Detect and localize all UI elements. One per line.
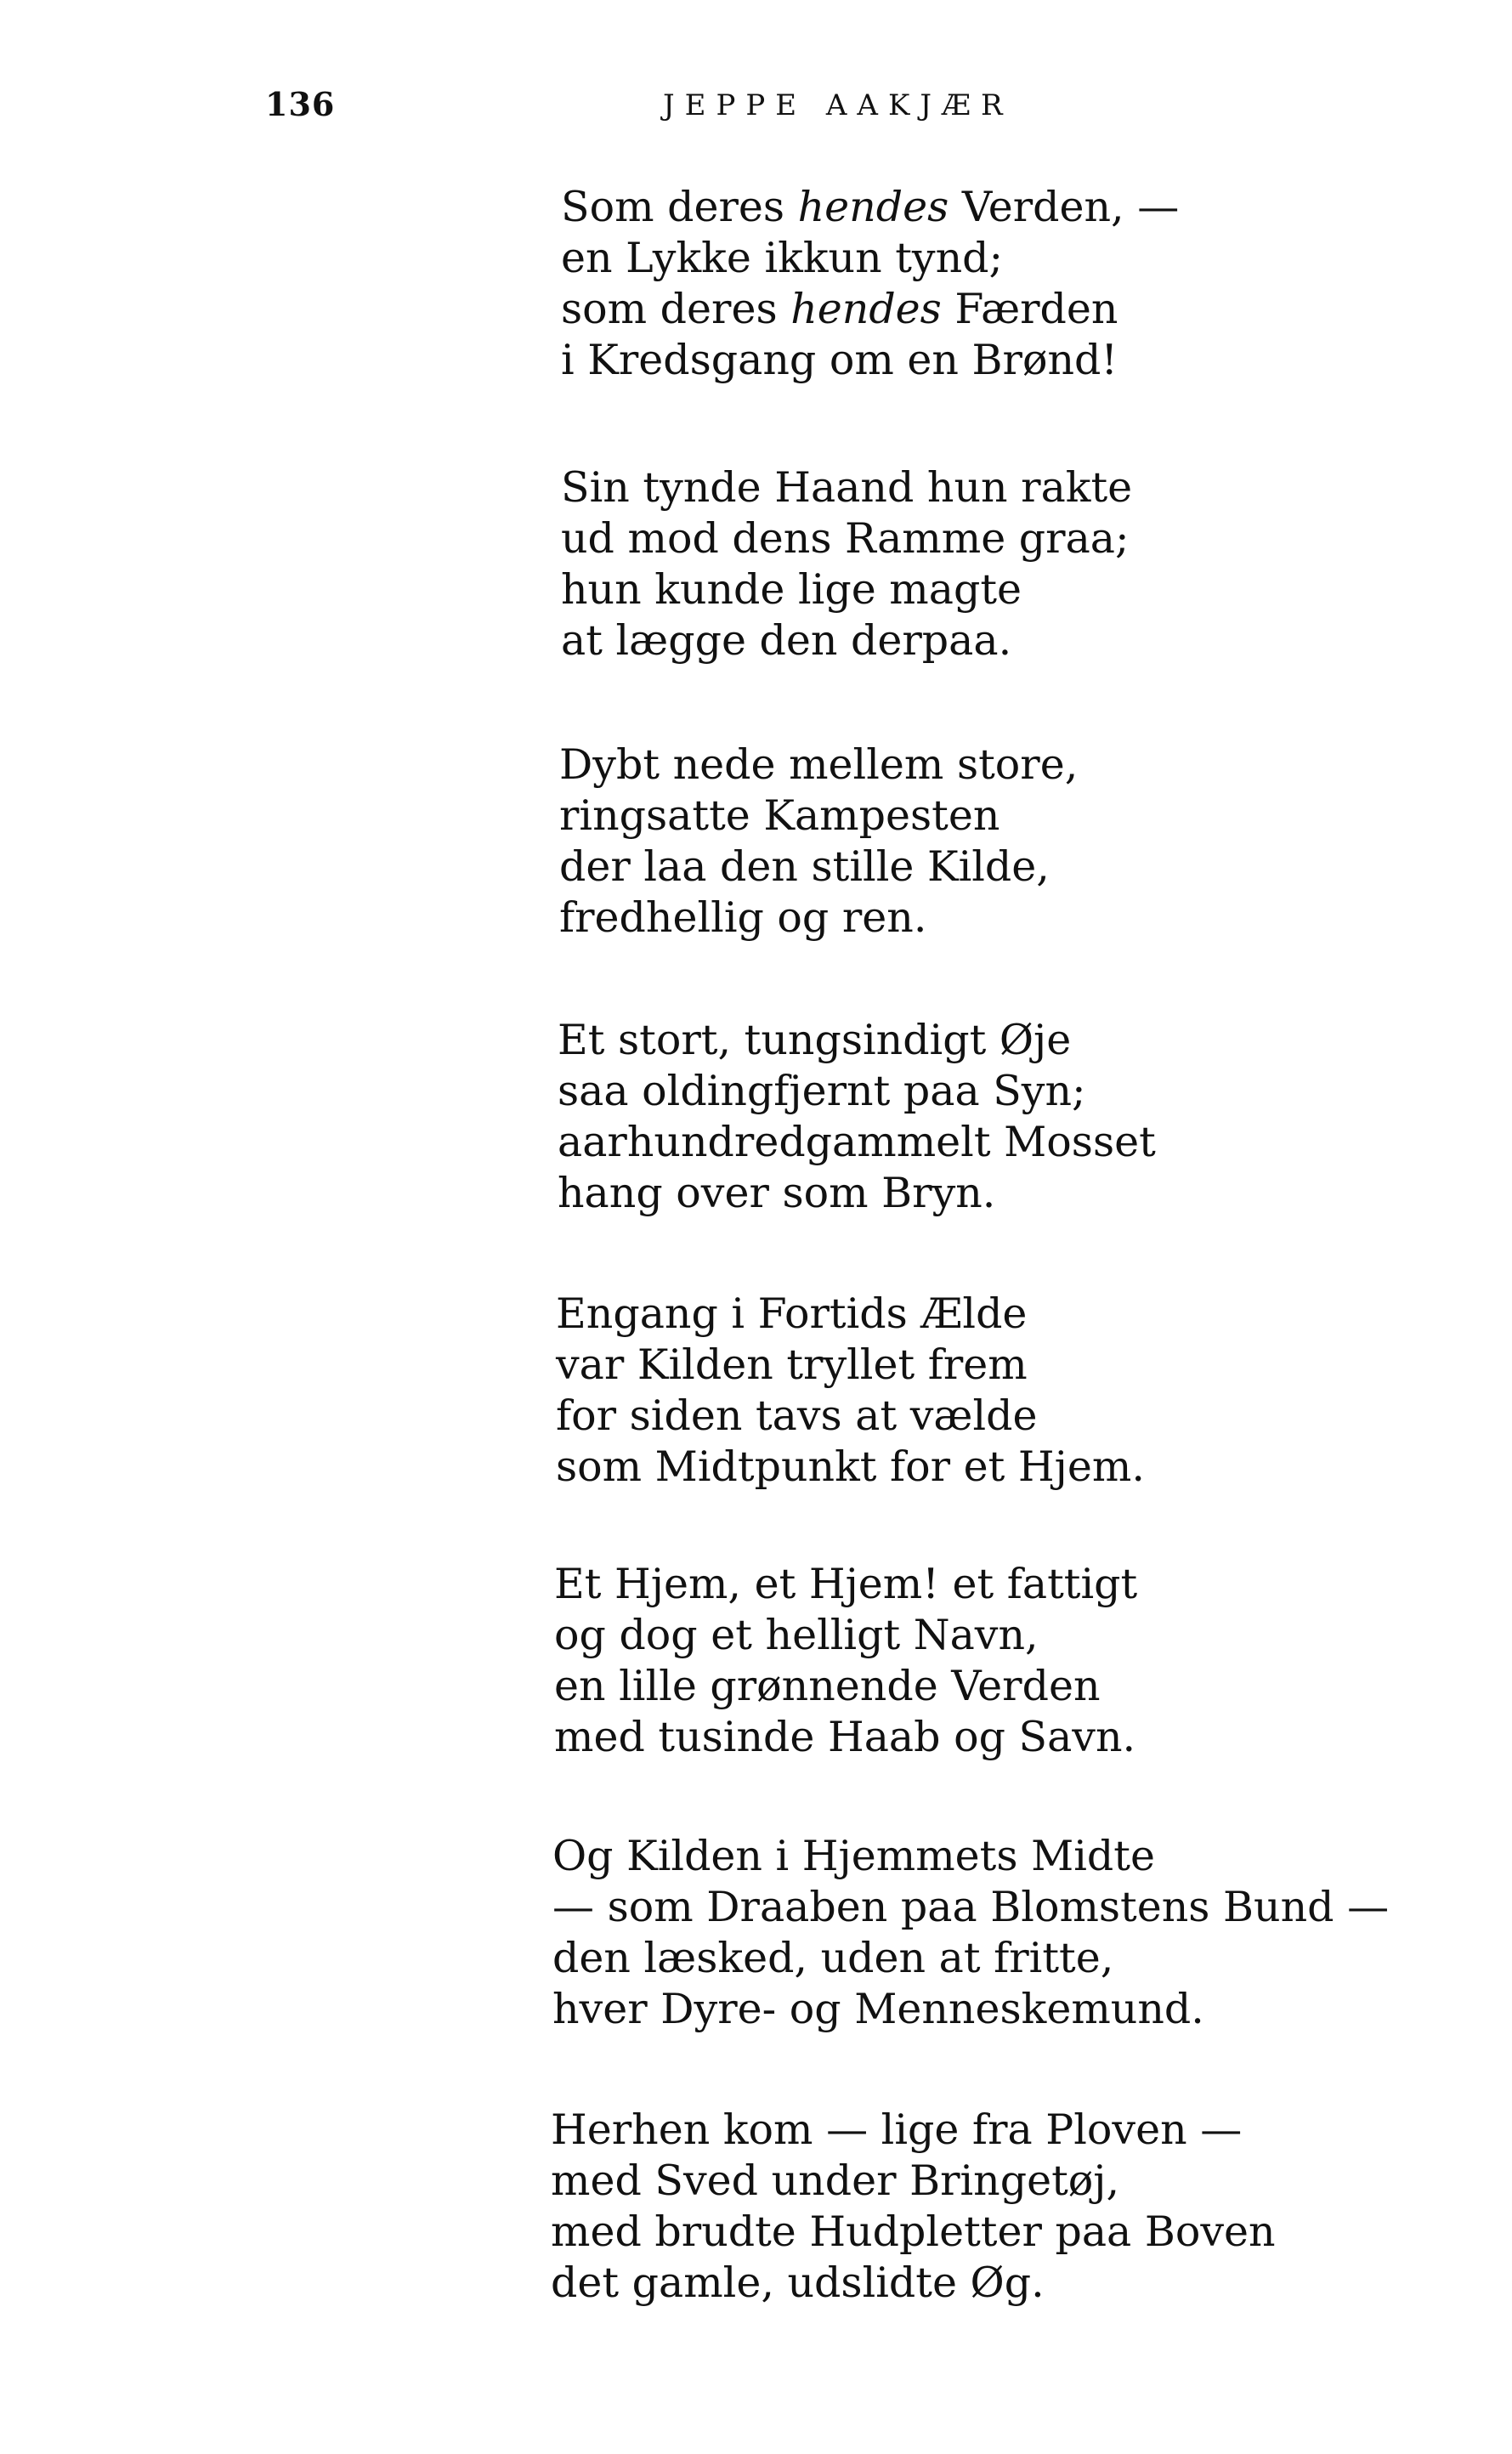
poem-line: Og Kilden i Hjemmets Midte (552, 1832, 1155, 1880)
poem-line: — som Draaben paa Blomstens Bund — (552, 1883, 1390, 1931)
poem-line: Et Hjem, et Hjem! et fattigt (554, 1560, 1138, 1608)
poem-line: Som deres hendes Verden, — (561, 183, 1180, 231)
stanza (561, 462, 1132, 666)
poem-line: at lægge den derpaa. (561, 616, 1012, 665)
poem-line: den læsked, uden at fritte, (552, 1934, 1114, 1982)
poem-line: det gamle, udslidte Øg. (551, 2258, 1045, 2307)
poem-line: aarhundredgammelt Mosset (558, 1118, 1156, 1166)
poem-line: og dog et helligt Navn, (554, 1611, 1039, 1659)
poem-line: Herhen kom — lige fra Ploven — (551, 2105, 1243, 2154)
page-number: 136 (265, 85, 336, 123)
poem-line: ud mod dens Ramme graa; (561, 514, 1130, 563)
poem-line: var Kilden tryllet frem (556, 1340, 1028, 1389)
poem-line: Et stort, tungsindigt Øje (558, 1016, 1072, 1064)
stanza (551, 2105, 1276, 2309)
poem-line: ringsatte Kampesten (559, 791, 1000, 840)
stanza (558, 1015, 1156, 1219)
poem-line: Dybt nede mellem store, (559, 740, 1079, 789)
poem-line: hang over som Bryn. (558, 1169, 996, 1217)
poem-line: med brudte Hudpletter paa Boven (551, 2207, 1276, 2256)
poem-line: med Sved under Bringetøj, (551, 2156, 1120, 2205)
poem-line: i Kredsgang om en Brønd! (561, 336, 1118, 384)
stanza (556, 1289, 1145, 1493)
poem-line: hun kunde lige magte (561, 565, 1022, 614)
running-head: JEPPE AAKJÆR (663, 88, 1013, 122)
poem-line: en lille grønnende Verden (554, 1662, 1101, 1710)
poem-line: hver Dyre- og Menneskemund. (552, 1985, 1204, 2033)
stanza (554, 1559, 1137, 1763)
poem-line: med tusinde Haab og Savn. (554, 1713, 1136, 1761)
stanza (561, 182, 1179, 386)
poem-line: som Midtpunkt for et Hjem. (556, 1442, 1145, 1491)
poem-line: som deres hendes Færden (561, 285, 1118, 333)
poem-line: der laa den stille Kilde, (559, 842, 1050, 891)
poem-line: Sin tynde Haand hun rakte (561, 463, 1133, 512)
stanza (552, 1831, 1389, 2035)
poem-line: en Lykke ikkun tynd; (561, 234, 1004, 282)
poem-line: for siden tavs at vælde (556, 1391, 1038, 1440)
poem-line: Engang i Fortids Ælde (556, 1289, 1028, 1338)
stanza (559, 740, 1078, 944)
poem-line: saa oldingfjernt paa Syn; (558, 1067, 1086, 1115)
poem-line: fredhellig og ren. (559, 893, 927, 942)
